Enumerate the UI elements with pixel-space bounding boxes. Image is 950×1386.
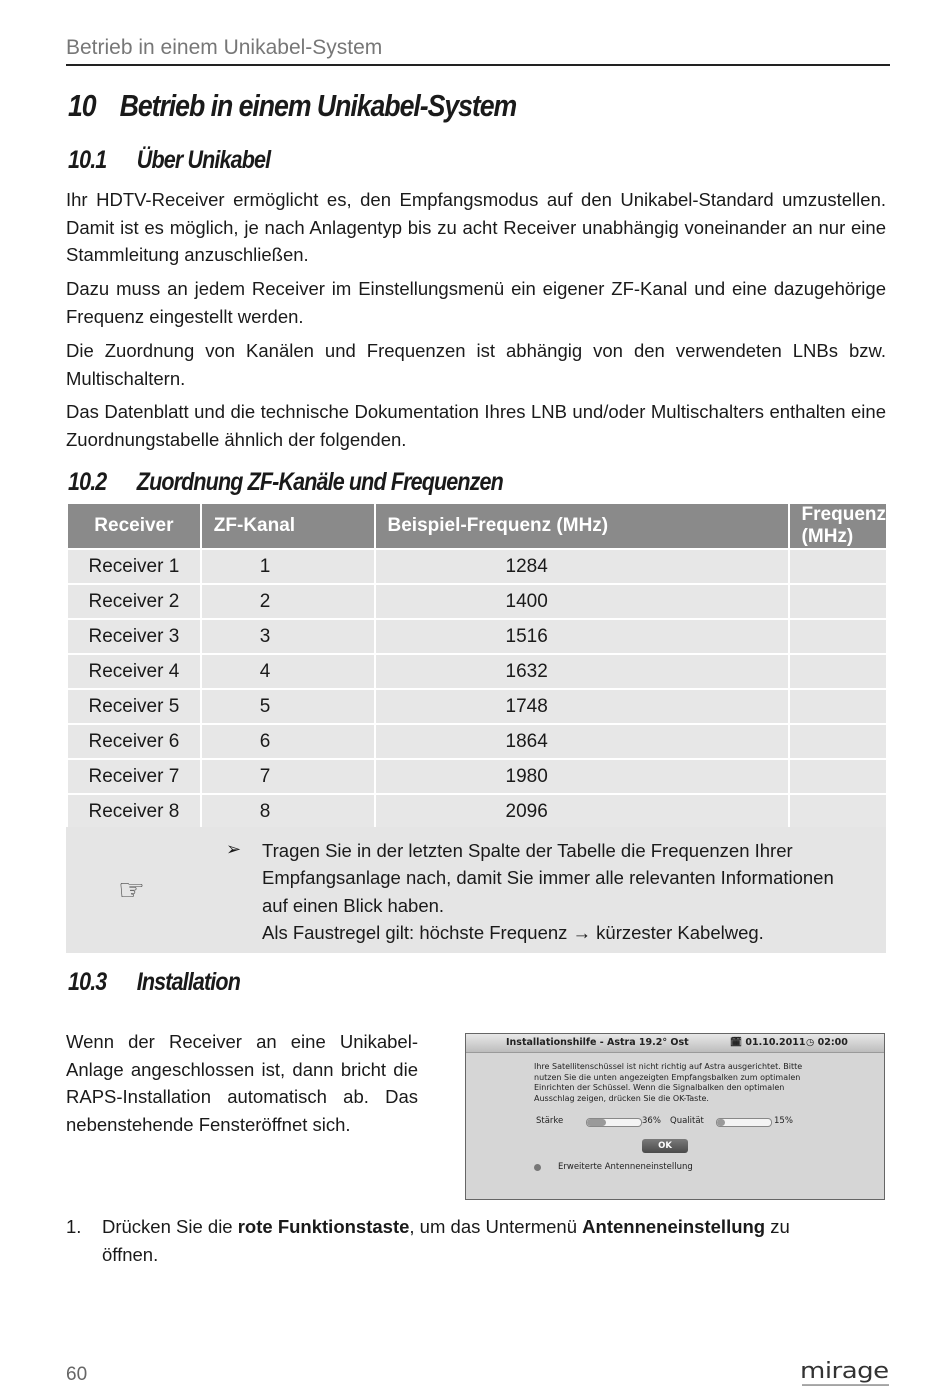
table-cell (790, 550, 886, 583)
section-heading-10-3 (68, 968, 240, 997)
running-header: Betrieb in einem Unikabel-System (66, 36, 890, 66)
table-row (68, 620, 886, 653)
table-cell: Receiver 6 (68, 725, 200, 758)
section-heading-10-1 (68, 146, 270, 175)
table-row (68, 655, 886, 688)
table-cell: 1980 (376, 760, 788, 793)
table-cell: 1 (202, 550, 374, 583)
table-cell (790, 795, 886, 828)
pointing-hand-icon: ☞ (118, 874, 145, 907)
step-emphasis: rote Funktionstaste (237, 1216, 410, 1237)
table-cell (790, 690, 886, 723)
bullet-arrow-icon: ➢ (226, 839, 242, 859)
table-cell: Receiver 2 (68, 585, 200, 618)
table-cell: 6 (202, 725, 374, 758)
table-cell: Receiver 3 (68, 620, 200, 653)
table-cell: Receiver 5 (68, 690, 200, 723)
table-cell: 1400 (376, 585, 788, 618)
dialog-message: Ihre Satellitenschüssel ist nicht richtig auf Astra ausgerichtet. Bitte nutzen Sie die unten angezeigten Empfangsbalken zum optimalen Einrichten der Schüssel. Wenn die Signalbalken den optimalen Ausschlag zeigen, drücken Sie die OK-Taste. (534, 1062, 803, 1103)
table-cell: Receiver 1 (68, 550, 200, 583)
column-header: Frequenz (MHz) (790, 504, 886, 548)
installation-dialog-screenshot (465, 1033, 885, 1200)
table-cell (790, 725, 886, 758)
strength-label: Stärke (536, 1116, 564, 1126)
table-cell: Receiver 8 (68, 795, 200, 828)
table-cell: 3 (202, 620, 374, 653)
dialog-time (806, 1037, 848, 1048)
step-number: 1. (66, 1216, 82, 1237)
tip-box (66, 827, 886, 953)
section-title: Über Unikabel (136, 146, 271, 174)
paragraph: Dazu muss an jedem Receiver im Einstellungsmenü ein eigener ZF-Kanal und eine dazugehörige Frequenz eingestellt werden. (66, 278, 886, 327)
table-row (68, 550, 886, 583)
chapter-heading (68, 88, 516, 124)
tip-line: Tragen Sie in der letzten Spalte der Tabelle die Frequenzen Ihrer (262, 840, 793, 861)
section-number: 10.1 (68, 146, 107, 174)
strength-value: 36% (642, 1116, 661, 1126)
step-emphasis: Antenneneinstellung (582, 1216, 766, 1237)
quality-label: Qualität (670, 1116, 704, 1126)
quality-meter (716, 1118, 772, 1127)
strength-meter (586, 1118, 642, 1127)
ok-button[interactable]: OK (642, 1139, 688, 1153)
table-cell: 1748 (376, 690, 788, 723)
dialog-title: Installationshilfe - Astra 19.2° Ost (506, 1037, 689, 1048)
table-cell: 7 (202, 760, 374, 793)
section-title: Installation (136, 968, 240, 996)
table-cell: Receiver 4 (68, 655, 200, 688)
paragraph: Das Datenblatt und die technische Dokumentation Ihres LNB und/oder Multischalters enthalten eine Zuordnungstabelle ähnlich der folgenden. (66, 401, 886, 450)
page-number: 60 (66, 1364, 88, 1385)
section-title: Zuordnung ZF-Kanäle und Frequenzen (136, 468, 503, 496)
table-cell: 1284 (376, 550, 788, 583)
section-number: 10.2 (68, 468, 107, 496)
table-cell: 1516 (376, 620, 788, 653)
table-row (68, 760, 886, 793)
step-text-part: Drücken Sie die (102, 1216, 238, 1237)
section-number: 10.3 (68, 968, 107, 996)
tip-line: auf einen Blick haben. (262, 894, 445, 916)
column-header: Receiver (68, 504, 200, 548)
table-cell: 1632 (376, 655, 788, 688)
table-cell: 2096 (376, 795, 788, 828)
red-button-icon (534, 1164, 541, 1171)
table-row (68, 795, 886, 828)
step-text-part: , um das Untermenü (409, 1216, 583, 1237)
calendar-icon: 🗓 (730, 1037, 743, 1048)
table-cell: 5 (202, 690, 374, 723)
table-cell: 4 (202, 655, 374, 688)
time-value: 02:00 (817, 1037, 848, 1048)
table-cell (790, 655, 886, 688)
installation-paragraph: Wenn der Receiver an eine Unikabel-Anlage angeschlossen ist, dann bricht die RAPS-Installation automatisch ab. Das nebenstehende Fensteröffnet sich. (66, 1031, 418, 1135)
paragraph: Die Zuordnung von Kanälen und Frequenzen ist abhängig von den verwendeten LNBs bzw. Multischaltern. (66, 340, 886, 389)
table-header-row (68, 504, 886, 548)
table-cell: 2 (202, 585, 374, 618)
quality-value: 15% (774, 1116, 793, 1126)
paragraph: Ihr HDTV-Receiver ermöglicht es, den Empfangsmodus auf den Unikabel-Standard umzustellen. Damit ist es möglich, je nach Anlagentyp bis zu acht Receiver unabhängig voneinander an nur eine Stammleitung anzuschließen. (66, 189, 886, 265)
zf-channel-table (66, 502, 888, 830)
section-heading-10-2 (68, 468, 503, 497)
table-row (68, 585, 886, 618)
chapter-title: Betrieb in einem Unikabel-System (119, 88, 517, 123)
table-cell: 8 (202, 795, 374, 828)
dialog-date (730, 1037, 805, 1048)
table-row (68, 725, 886, 758)
chapter-number: 10 (68, 88, 96, 123)
step-text (102, 1213, 886, 1268)
strength-fill (587, 1119, 606, 1126)
instruction-step (66, 1213, 886, 1268)
advanced-antenna-settings-option[interactable]: Erweiterte Antenneneinstellung (558, 1162, 693, 1172)
table-row (68, 690, 886, 723)
table-cell: Receiver 7 (68, 760, 200, 793)
clock-icon: ◷ (806, 1037, 815, 1048)
table-cell (790, 760, 886, 793)
dialog-title-bar (466, 1034, 884, 1053)
quality-fill (717, 1119, 725, 1126)
column-header: ZF-Kanal (202, 504, 374, 548)
tip-line: Als Faustregel gilt: höchste Frequenz → kürzester Kabelweg. (262, 921, 764, 943)
brand-logo: mirage (800, 1358, 889, 1384)
table-cell: 1864 (376, 725, 788, 758)
table-cell (790, 585, 886, 618)
step-text-part: öffnen. (102, 1243, 159, 1265)
table-cell (790, 620, 886, 653)
tip-line: Empfangsanlage nach, damit Sie immer alle relevanten Informationen (262, 867, 834, 889)
step-text-part: zu (765, 1216, 790, 1237)
column-header: Beispiel-Frequenz (MHz) (376, 504, 788, 548)
tip-text (262, 837, 882, 946)
date-value: 01.10.2011 (745, 1037, 806, 1048)
